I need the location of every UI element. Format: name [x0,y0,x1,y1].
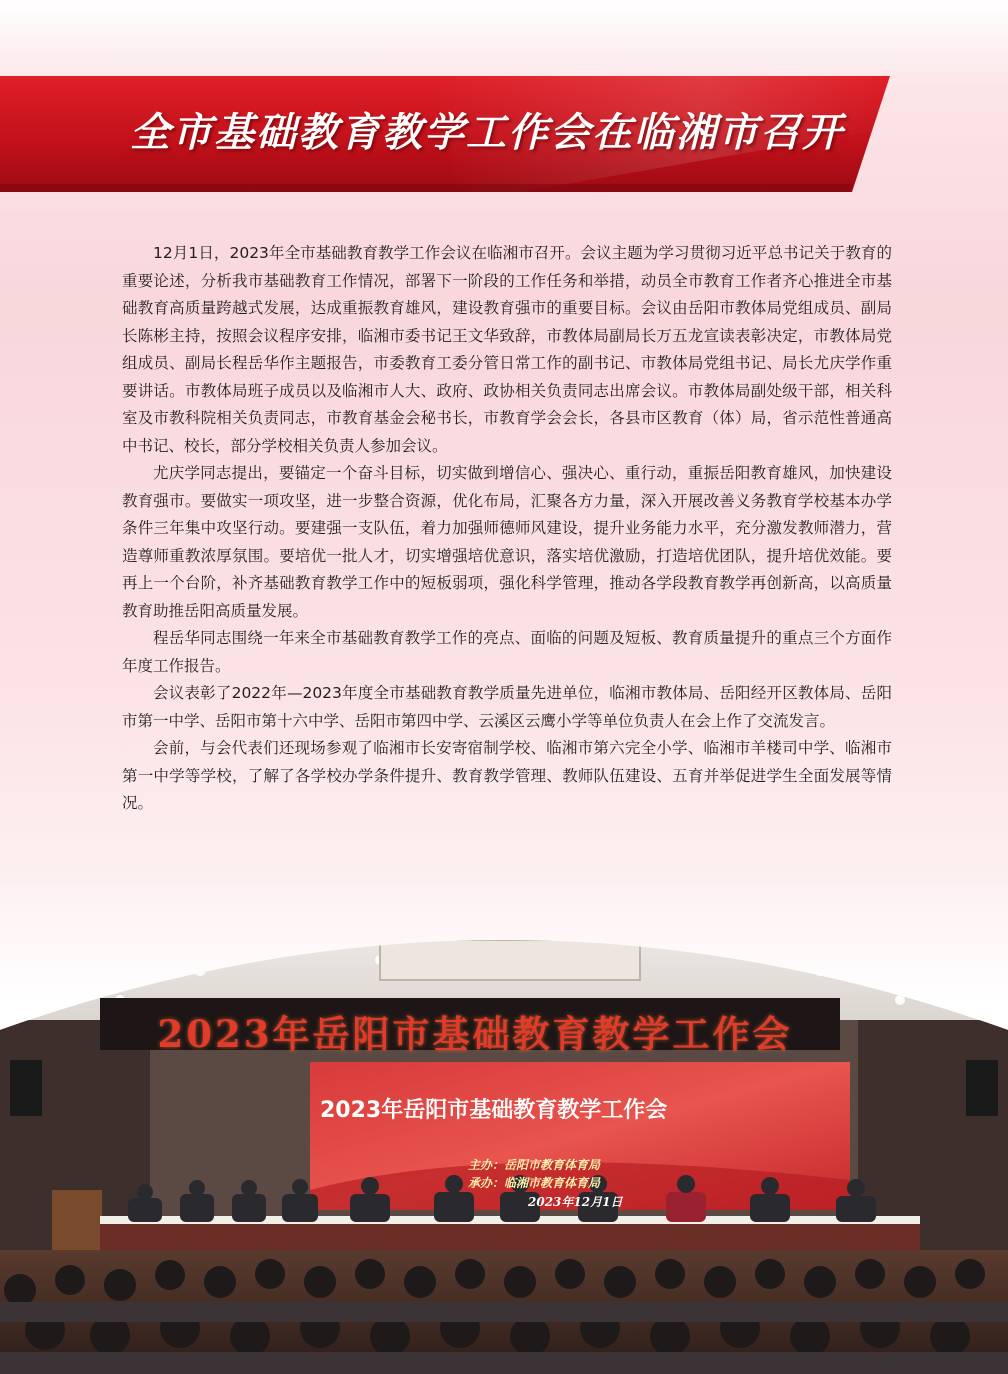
article-paragraph: 尤庆学同志提出，要锚定一个奋斗目标，切实做到增信心、强决心、重行动，重振岳阳教育雄风，加快建设教育强市。要做实一项攻坚，进一步整合资源，优化布局，汇聚各方力量，深入开展改善义务教育学校基本办学条件三年集中攻坚行动。要建强一支队伍，着力加强师德师风建设，提升业务能力水平，充分激发教师潜力，营造尊师重教浓厚氛围。要培优一批人才，切实增强培优意识，落实培优激励，打造培优团队，提升培优效能。要再上一个台阶，补齐基础教育教学工作中的短板弱项，强化科学管理，推动各学段教育教学再创新高，以高质量教育助推岳阳高质量发展。 [122,464,892,620]
article-paragraph: 会议表彰了2022年—2023年度全市基础教育教学质量先进单位，临湘市教体局、岳阳经开区教体局、岳阳市第一中学、岳阳市第十六中学、岳阳市第四中学、云溪区云鹰小学等单位负责人在会上作了交流发言。 [122,684,892,730]
page-title: 全市基础教育教学工作会在临湘市召开 [130,110,844,156]
screen-title: 2023年岳阳市基础教育教学工作会 [320,1098,668,1123]
conference-photo [0,890,1008,1374]
article-paragraph: 12月1日，2023年全市基础教育教学工作会议在临湘市召开。会议主题为学习贯彻习近平总书记关于教育的重要论述，分析我市基础教育工作情况，部署下一阶段的工作任务和举措，动员全市教育工作者齐心推进全市基础教育高质量跨越式发展，达成重振教育雄风，建设教育强市的重要目标。会议由岳阳市教体局党组成员、副局长陈彬主持，按照会议程序安排，临湘市委书记王文华致辞，市教体局副局长万五龙宣读表彰决定，市教体局党组成员、副局长程岳华作主题报告，市委教育工委分管日常工作的副书记、市教体局党组书记、局长尤庆学作重要讲话。市教体局班子成员以及临湘市人大、政府、政协相关负责同志出席会议。市教体局副处级干部，相关科室及市教科院相关负责同志，市教育基金会秘书长，市教育学会会长，各县市区教育（体）局，省示范性普通高中书记、校长，部分学校相关负责人参加会议。 [122,244,892,455]
venue-banner-text: 2023年岳阳市基础教育教学工作会 [157,1012,793,1056]
conference-photo-illustration [0,890,1008,1374]
article-paragraph: 会前，与会代表们还现场参观了临湘市长安寄宿制学校、临湘市第六完全小学、临湘市羊楼司中学、临湘市第一中学等学校，了解了各学校办学条件提升、教育教学管理、教师队伍建设、五育并举促进学生全面发展等情况。 [122,739,892,812]
screen-organizer: 承办：临湘市教育体育局 [468,1176,601,1190]
article-paragraph: 程岳华同志围绕一年来全市基础教育教学工作的亮点、面临的问题及短板、教育质量提升的重点三个方面作年度工作报告。 [122,629,892,675]
screen-host: 主办：岳阳市教育体育局 [468,1158,601,1172]
article-body [122,240,892,818]
title-banner [0,76,890,192]
screen-date: 2023年12月1日 [528,1195,623,1209]
